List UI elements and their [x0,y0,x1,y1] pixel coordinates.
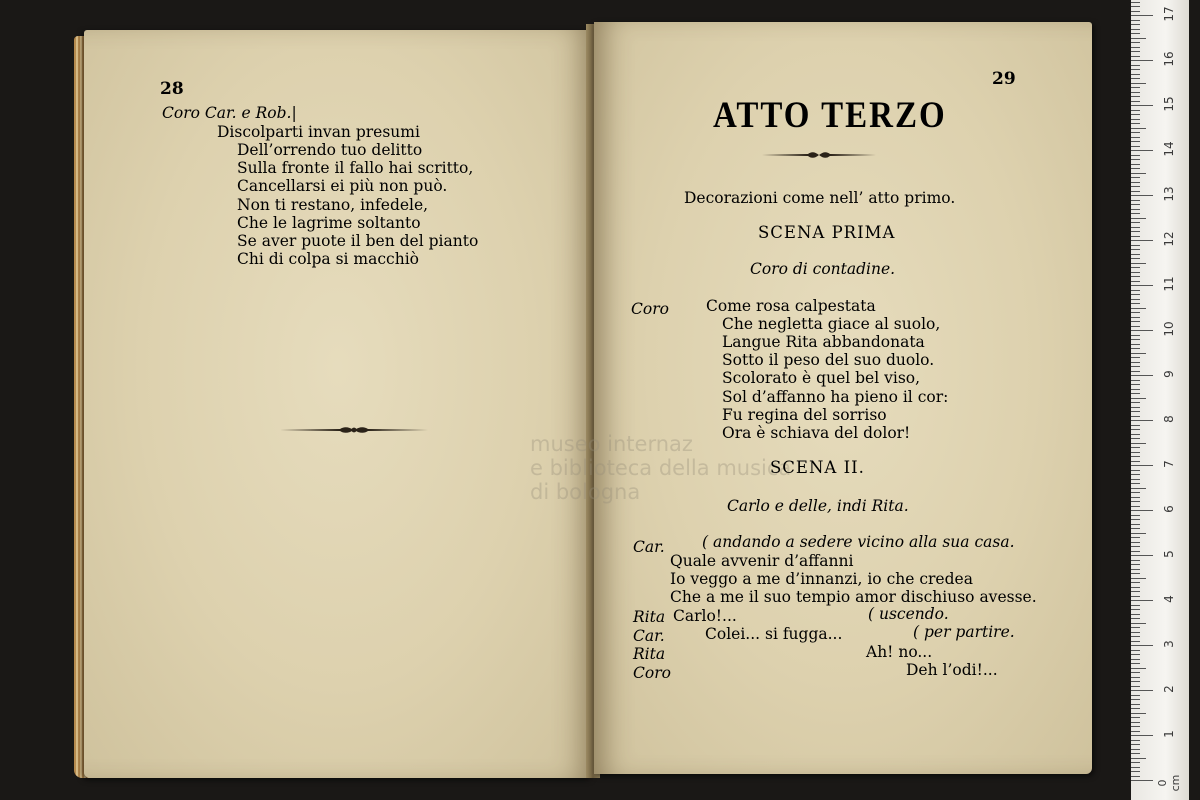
ruler-tick [1131,218,1146,219]
watermark-line: museo internaz [530,432,693,456]
ruler-tick [1131,321,1140,322]
ornament-divider [280,425,428,435]
ruler-tick [1131,141,1140,142]
ruler-tick [1131,258,1140,259]
ruler-tick [1131,303,1140,304]
ruler-tick [1131,195,1153,196]
verse-line: Se aver puote il ben del pianto [237,232,479,250]
act-title: ATTO TERZO [713,95,947,137]
ruler-tick [1131,227,1140,228]
speaker-label: Rita [633,645,666,663]
ruler-tick [1131,749,1140,750]
ruler-tick [1131,137,1140,138]
ruler-tick [1131,240,1153,241]
ruler-tick [1131,38,1146,39]
ruler-tick [1131,524,1140,525]
ruler-tick [1131,438,1140,439]
ruler-tick [1131,371,1140,372]
ruler-tick [1131,591,1140,592]
ruler-number: 16 [1162,51,1176,67]
verse-line: Scolorato è quel bel viso, [722,369,921,387]
ruler-tick [1131,222,1140,223]
ruler-tick [1131,758,1146,759]
ruler-tick [1131,623,1146,624]
ruler-number: 12 [1162,231,1176,247]
ruler-tick [1131,533,1146,534]
ruler-tick [1131,177,1140,178]
ruler-tick [1131,641,1140,642]
verse-line: Sol d’affanno ha pieno il cor: [722,388,949,406]
ruler-tick [1131,105,1153,106]
ruler-tick [1131,605,1140,606]
ruler-tick [1131,182,1140,183]
ruler-tick [1131,348,1140,349]
ruler-tick [1131,510,1153,511]
ruler-tick [1131,542,1140,543]
scene-title: SCENA PRIMA [758,223,896,242]
ruler-tick [1131,600,1153,601]
ruler-tick [1131,128,1146,129]
ruler-tick [1131,173,1146,174]
verse-line: Che negletta giace al suolo, [722,315,941,333]
speaker-label: Coro [631,300,669,318]
ruler-tick [1131,290,1140,291]
ruler-tick [1131,254,1140,255]
ruler-tick [1131,488,1146,489]
ruler-tick [1131,164,1140,165]
ruler-tick [1131,596,1140,597]
ruler-tick [1131,150,1153,151]
ruler-tick [1131,650,1140,651]
ruler-tick [1131,663,1140,664]
ruler-tick [1131,717,1140,718]
ruler-tick [1131,344,1140,345]
ruler-tick [1131,443,1146,444]
ruler-tick [1131,249,1140,250]
ruler-tick [1131,726,1140,727]
ruler-tick [1131,366,1140,367]
stage-direction: Coro di contadine. [750,260,896,278]
ruler-tick [1131,695,1140,696]
stage-note: Decorazioni come nell’ atto primo. [684,189,956,207]
ruler-tick [1131,362,1140,363]
ruler-tick [1131,42,1140,43]
dialogue-text: Deh l’odi!... [906,661,998,679]
ruler-tick [1131,245,1140,246]
ruler-tick [1131,353,1146,354]
ruler-tick [1131,69,1140,70]
ruler-tick [1131,564,1140,565]
verse-line: Come rosa calpestata [706,297,876,315]
ruler-tick [1131,677,1140,678]
ruler-tick [1131,587,1140,588]
ruler-number: 9 [1162,370,1176,378]
ruler-tick [1131,753,1140,754]
ruler-tick [1131,285,1153,286]
ruler-tick [1131,686,1140,687]
ruler-tick [1131,200,1140,201]
ruler-tick [1131,569,1140,570]
speaker-label: Car. [633,538,665,556]
verse-line: Che le lagrime soltanto [237,214,421,232]
ruler-tick [1131,704,1140,705]
ruler-tick [1131,614,1140,615]
ruler-tick [1131,771,1140,772]
ruler-number: 1 [1162,730,1176,738]
ruler-tick [1131,501,1140,502]
ruler-number: 6 [1162,505,1176,513]
ruler-tick [1131,11,1140,12]
verse-line: Fu regina del sorriso [722,406,887,424]
ruler-tick [1131,722,1140,723]
ruler-tick [1131,51,1140,52]
stage-direction: Carlo e delle, indi Rita. [727,497,909,515]
ruler-number: 2 [1162,685,1176,693]
ruler-tick [1131,74,1140,75]
ruler-tick [1131,213,1140,214]
ruler-tick [1131,132,1140,133]
ruler-tick [1131,110,1140,111]
ruler-tick [1131,776,1140,777]
page-number-right: 29 [992,69,1016,89]
ruler-tick [1131,416,1140,417]
ruler-tick [1131,380,1140,381]
measuring-ruler [1131,0,1189,800]
ruler-tick [1131,425,1140,426]
ruler-tick [1131,146,1140,147]
ruler-tick [1131,627,1140,628]
ruler-tick [1131,411,1140,412]
ruler-tick [1131,29,1140,30]
ruler-number: 13 [1162,186,1176,202]
ruler-tick [1131,96,1140,97]
ruler-tick [1131,119,1140,120]
ruler-tick [1131,335,1140,336]
ruler-tick [1131,78,1140,79]
ruler-tick [1131,47,1140,48]
verse-line: Sulla fronte il fallo hai scritto, [237,159,474,177]
ruler-tick [1131,708,1140,709]
verse-line: Cancellarsi ei più non può. [237,177,448,195]
verse-line: Che a me il suo tempio amor dischiuso avesse. [670,588,1037,606]
dialogue-text: Carlo!... [673,607,737,625]
ruler-tick [1131,537,1140,538]
verse-line: Langue Rita abbandonata [722,333,925,351]
ruler-tick [1131,582,1140,583]
ruler-number: 14 [1162,141,1176,157]
ruler-tick [1131,402,1140,403]
ruler-tick [1131,209,1140,210]
ruler-tick [1131,713,1146,714]
ruler-tick [1131,263,1146,264]
verse-line: Sotto il peso del suo duolo. [722,351,935,369]
ruler-number: 17 [1162,6,1176,22]
ruler-tick [1131,272,1140,273]
ruler-tick [1131,204,1140,205]
verse-line: Chi di colpa si macchiò [237,250,420,268]
ruler-tick [1131,389,1140,390]
ruler-tick [1131,740,1140,741]
watermark [530,432,791,504]
ruler-number: 8 [1162,415,1176,423]
stage-direction: ( per partire. [913,623,1015,641]
ruler-number: 15 [1162,96,1176,112]
verse-line: Io veggo a me d’innanzi, io che credea [670,570,973,588]
dialogue-text: Ah! no... [866,643,933,661]
ruler-tick [1131,744,1140,745]
ruler-tick [1131,474,1140,475]
ruler-tick [1131,618,1140,619]
ruler-tick [1131,690,1153,691]
page-number-left: 28 [160,79,184,99]
ruler-tick [1131,551,1140,552]
ruler-tick [1131,317,1140,318]
ruler-tick [1131,483,1140,484]
ruler-tick [1131,191,1140,192]
ruler-tick [1131,767,1140,768]
ruler-number: 4 [1162,595,1176,603]
ruler-tick [1131,236,1140,237]
ruler-tick [1131,636,1140,637]
ruler-tick [1131,2,1140,3]
ruler-tick [1131,497,1140,498]
ruler-tick [1131,33,1140,34]
ruler-tick [1131,168,1140,169]
ruler-tick [1131,492,1140,493]
scene-title: SCENA II. [770,458,865,477]
ruler-tick [1131,699,1140,700]
ruler-tick [1131,393,1140,394]
ruler-tick [1131,299,1140,300]
verse-line: Ora è schiava del dolor! [722,424,911,442]
dialogue-text: Colei... si fugga... [705,625,843,643]
ruler-tick [1131,398,1146,399]
ruler-tick [1131,339,1140,340]
ruler-tick [1131,780,1153,781]
ruler-number: 5 [1162,550,1176,558]
ruler-tick [1131,456,1140,457]
stage-direction: ( andando a sedere vicino alla sua casa. [702,533,1015,551]
ruler-tick [1131,375,1153,376]
verse-line: Non ti restano, infedele, [237,196,429,214]
ruler-tick [1131,294,1140,295]
ruler-tick [1131,654,1140,655]
ruler-tick [1131,384,1140,385]
ruler-tick [1131,420,1153,421]
speaker-label: Coro Car. e Rob.| [162,104,297,122]
ruler-tick [1131,186,1140,187]
ruler-tick [1131,312,1140,313]
ruler-tick [1131,330,1153,331]
ruler-tick [1131,231,1140,232]
ruler-tick [1131,470,1140,471]
ruler-number: 7 [1162,460,1176,468]
ruler-tick [1131,308,1146,309]
ruler-tick [1131,447,1140,448]
ruler-tick [1131,555,1153,556]
ruler-tick [1131,357,1140,358]
ruler-tick [1131,452,1140,453]
ruler-number: 10 [1162,321,1176,337]
ruler-tick [1131,87,1140,88]
ruler-tick [1131,578,1146,579]
ruler-unit-label: 0 cm [1156,774,1182,792]
ruler-tick [1131,267,1140,268]
ruler-tick [1131,326,1140,327]
ruler-tick [1131,114,1140,115]
ruler-tick [1131,515,1140,516]
ruler-tick [1131,281,1140,282]
ruler-tick [1131,573,1140,574]
ruler-tick [1131,434,1140,435]
ornament-divider [762,150,876,160]
ruler-tick [1131,506,1140,507]
ruler-tick [1131,60,1153,61]
ruler-tick [1131,92,1140,93]
ruler-tick [1131,56,1140,57]
ruler-tick [1131,731,1140,732]
ruler-tick [1131,672,1140,673]
ruler-tick [1131,65,1140,66]
verse-line: Discolparti invan presumi [217,123,420,141]
ruler-tick [1131,15,1153,16]
ruler-tick [1131,155,1140,156]
verse-line: Dell’orrendo tuo delitto [237,141,423,159]
ruler-tick [1131,479,1140,480]
ruler-tick [1131,6,1140,7]
ruler-tick [1131,429,1140,430]
ruler-tick [1131,159,1140,160]
ruler-tick [1131,735,1153,736]
ruler-number: 11 [1162,276,1176,292]
verse-line: Quale avvenir d’affanni [670,552,854,570]
ruler-tick [1131,668,1146,669]
ruler-tick [1131,101,1140,102]
ruler-tick [1131,24,1140,25]
watermark-line: e biblioteca della musica [530,456,792,480]
ruler-tick [1131,83,1146,84]
ruler-tick [1131,762,1140,763]
ruler-tick [1131,407,1140,408]
ruler-tick [1131,560,1140,561]
ruler-tick [1131,546,1140,547]
ruler-tick [1131,276,1140,277]
speaker-label: Rita [633,608,666,626]
ruler-tick [1131,465,1153,466]
watermark-line: di bologna [530,480,641,504]
ruler-tick [1131,632,1140,633]
stage-direction: ( uscendo. [868,605,949,623]
ruler-tick [1131,609,1140,610]
speaker-label: Coro [633,664,671,682]
ruler-tick [1131,519,1140,520]
ruler-tick [1131,123,1140,124]
speaker-label: Car. [633,627,665,645]
ruler-tick [1131,681,1140,682]
ruler-tick [1131,461,1140,462]
ruler-number: 3 [1162,640,1176,648]
ruler-tick [1131,20,1140,21]
ruler-tick [1131,659,1140,660]
ruler-tick [1131,645,1153,646]
ruler-tick [1131,528,1140,529]
